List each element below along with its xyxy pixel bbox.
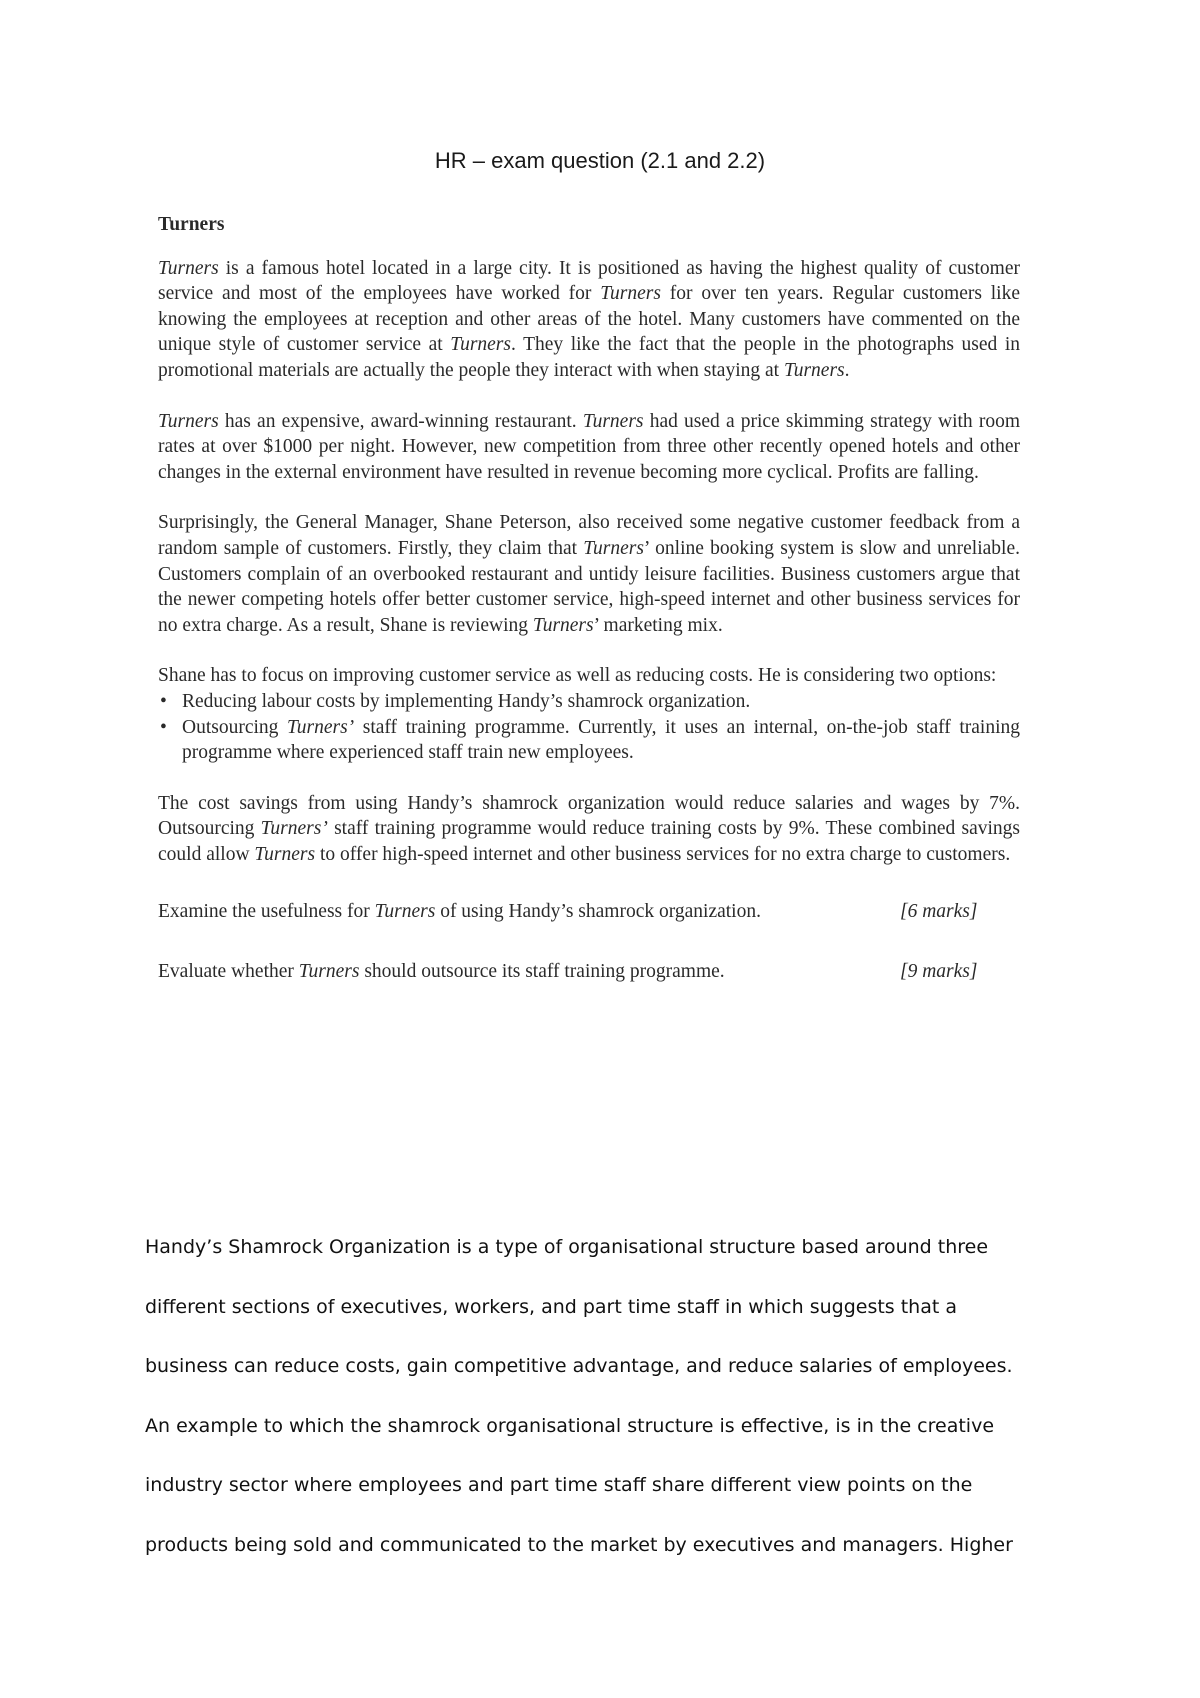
question-2-text: Evaluate whether Turners should outsource its staff training programme. (158, 961, 725, 983)
question-1 (158, 899, 1020, 925)
question-1-text: Examine the usefulness for Turners of using Handy’s shamrock organization. (158, 901, 761, 923)
italic-name: Turners (582, 410, 644, 432)
question-2-marks: [9 marks] (900, 961, 978, 983)
answer-line: industry sector where employees and part time staff share different view points on the (145, 1474, 973, 1496)
italic-name: Turners (583, 537, 644, 559)
options-list (158, 689, 1020, 766)
case-paragraph: Shane has to focus on improving customer service as well as reducing costs. He is considering two options: (158, 665, 997, 687)
italic-name: Turners (158, 410, 219, 432)
case-study (158, 212, 1020, 985)
question-2 (158, 959, 1020, 985)
case-paragraph: Turners is a famous hotel located in a large city. It is positioned as having the highest quality of customer service and most of the employees have worked for Turners for over ten years. Regular customers like knowing the employees at reception and other areas of the hotel. Many customers have commented on the unique style of customer service at Turners. They like the fact that the people in the photographs used in promotional materials are actually the people they interact with when staying at Turners. (158, 257, 1020, 381)
italic-name: Turners’ (286, 716, 355, 738)
italic-name: Turners (450, 334, 511, 356)
question-1-marks: [6 marks] (900, 901, 978, 923)
italic-name: Turners (374, 901, 436, 923)
case-paragraph: Turners has an expensive, award-winning restaurant. Turners had used a price skimming strategy with room rates at over $1000 per night. However, new competition from three other recently opened hotels and other changes in the external environment have resulted in revenue becoming more cyclical. Profits are falling. (158, 410, 1021, 483)
answer-line: Handy’s Shamrock Organization is a type of organisational structure based around three (145, 1236, 989, 1258)
answer-line: business can reduce costs, gain competitive advantage, and reduce salaries of employees. (145, 1355, 1013, 1377)
option-item: • Outsourcing Turners’ staff training programme. Currently, it uses an internal, on-the-job staff training programme where experienced staff train new employees. (158, 715, 1020, 766)
italic-name: Turners (298, 961, 360, 983)
answer-line: products being sold and communicated to the market by executives and managers. Higher (145, 1533, 1013, 1556)
italic-name: Turners’ (260, 818, 328, 840)
answer-line: An example to which the shamrock organisational structure is effective, is in the creative (145, 1414, 995, 1437)
option-item: • Reducing labour costs by implementing Handy’s shamrock organization. (158, 689, 1020, 715)
italic-name: Turners (783, 359, 845, 381)
italic-name: Turners (532, 614, 594, 636)
case-paragraph: The cost savings from using Handy’s shamrock organization would reduce salaries and wages by 7%. Outsourcing Turners’ staff training programme would reduce training costs by 9%. These combined savings could allow Turners to offer high-speed internet and other business services for no extra charge to customers. (158, 792, 1020, 865)
case-heading: Turners (158, 214, 225, 235)
italic-name: Turners (600, 283, 661, 305)
answer-line: different sections of executives, workers, and part time staff in which suggests that a (145, 1295, 957, 1318)
page-title: HR – exam question (2.1 and 2.2) (434, 148, 766, 173)
italic-name: Turners (158, 257, 219, 279)
italic-name: Turners (254, 843, 316, 865)
student-answer (145, 1218, 1065, 1575)
case-paragraph: Surprisingly, the General Manager, Shane Peterson, also received some negative customer feedback from a random sample of customers. Firstly, they claim that Turners’ online booking system is slow and unreliable. Customers complain of an overbooked restaurant and untidy leisure facilities. Business customers argue that the newer competing hotels offer better customer service, high-speed internet and other business services for no extra charge. As a result, Shane is reviewing Turners’ marketing mix. (158, 512, 1020, 636)
